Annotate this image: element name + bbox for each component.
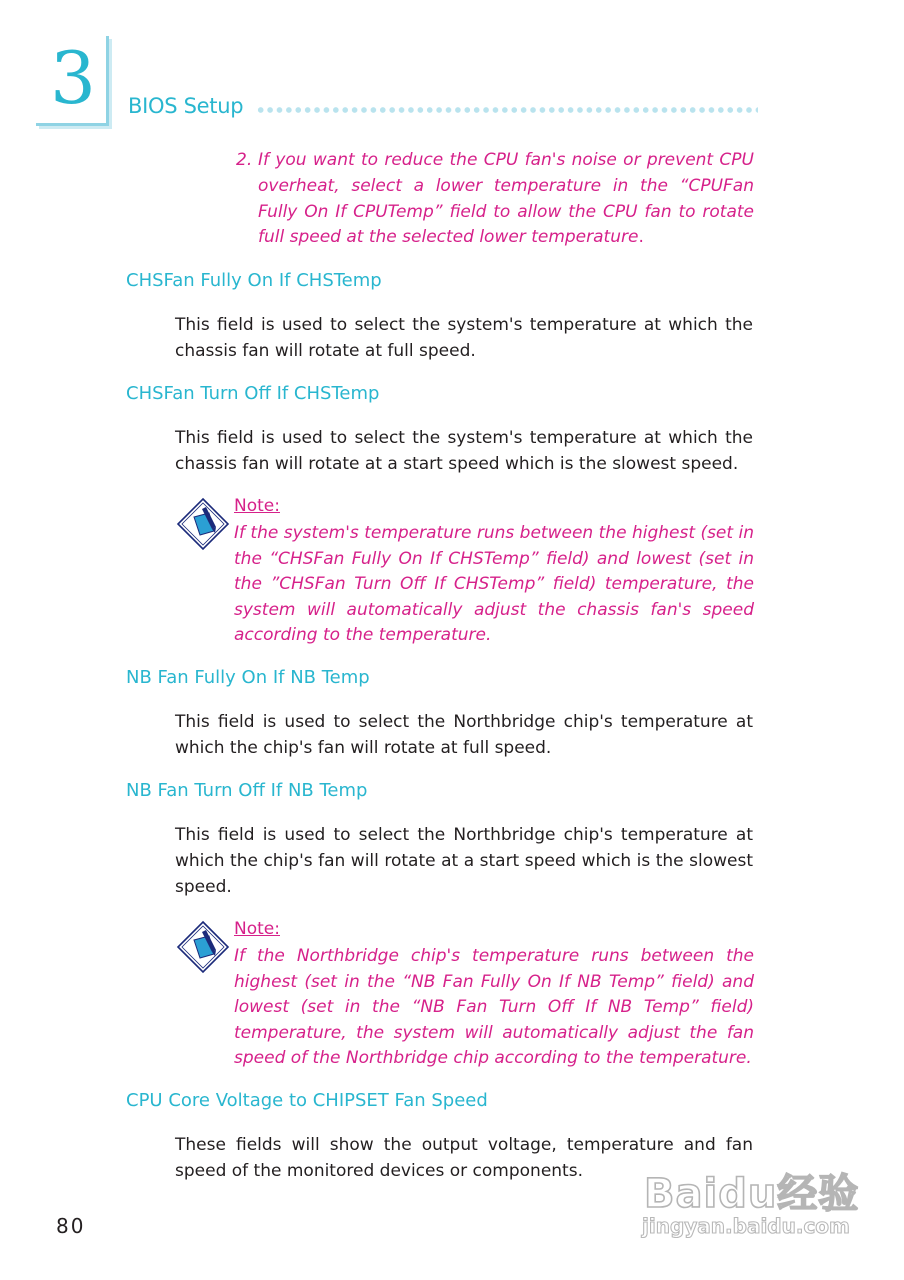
note-pencil-icon [176,497,230,551]
section-body-nb-fan-turn-off: This field is used to select the Northbridge chip's temperature at which the chip's fan will rotate at a start speed which is the slowest speed. [175,825,753,897]
section-heading-nb-fan-fully-on: NB Fan Fully On If NB Temp [126,667,370,688]
baidu-watermark [640,1148,860,1248]
list-item-number: 2. [236,150,253,170]
section-heading-chsfan-fully-on: CHSFan Fully On If CHSTemp [126,270,382,291]
watermark-brand: Baidu经验 [644,1171,860,1217]
note-body: If the system's temperature runs between the highest (set in the “CHSFan Fully On If CHSTemp” field) and lowest (set in the ”CHSFan Turn Off If CHSTemp” field) temperature, the system will automatically adjust the chassis fan's speed according to the temperature. [234,523,754,646]
page-number: 80 [56,1214,86,1238]
section-body-chsfan-fully-on: This field is used to select the system's temperature at which the chassis fan will rotate at full speed. [175,315,753,361]
list-item-text [258,148,754,251]
section-heading-nb-fan-turn-off: NB Fan Turn Off If NB Temp [126,780,368,801]
header-dotted-rule [256,106,758,114]
list-item-body: If you want to reduce the CPU fan's noise or prevent CPU overheat, select a lower temperature in the “CPUFan Fully On If CPUTemp” field to allow the CPU fan to rotate full speed at the selected lower temperature [258,150,754,248]
section-body-cpu-core-voltage: These fields will show the output voltage, temperature and fan speed of the monitored devices or components. [175,1135,753,1181]
section-body-nb-fan-fully-on: This field is used to select the Northbridge chip's temperature at which the chip's fan will rotate at full speed. [175,712,753,758]
section-body-chsfan-turn-off: This field is used to select the system's temperature at which the chassis fan will rotate at a start speed which is the slowest speed. [175,428,753,474]
chapter-number: 3 [50,36,96,120]
note-label: Note: [234,919,280,939]
intro-list-item [236,148,754,251]
list-item-period: . [638,227,644,248]
note-pencil-icon [176,920,230,974]
section-heading-chsfan-turn-off: CHSFan Turn Off If CHSTemp [126,383,380,404]
note-body: If the Northbridge chip's temperature runs between the highest (set in the “NB Fan Fully On If NB Temp” field) and lowest (set in the “NB Fan Turn Off If NB Temp” field) temperature, the system will automatically adjust the fan speed of the Northbridge chip according to the temperature. [234,946,754,1069]
watermark-url: jingyan.baidu.com [642,1214,850,1238]
note-label: Note: [234,496,280,516]
section-heading-cpu-core-voltage: CPU Core Voltage to CHIPSET Fan Speed [126,1090,488,1111]
section-title: BIOS Setup [128,94,244,118]
